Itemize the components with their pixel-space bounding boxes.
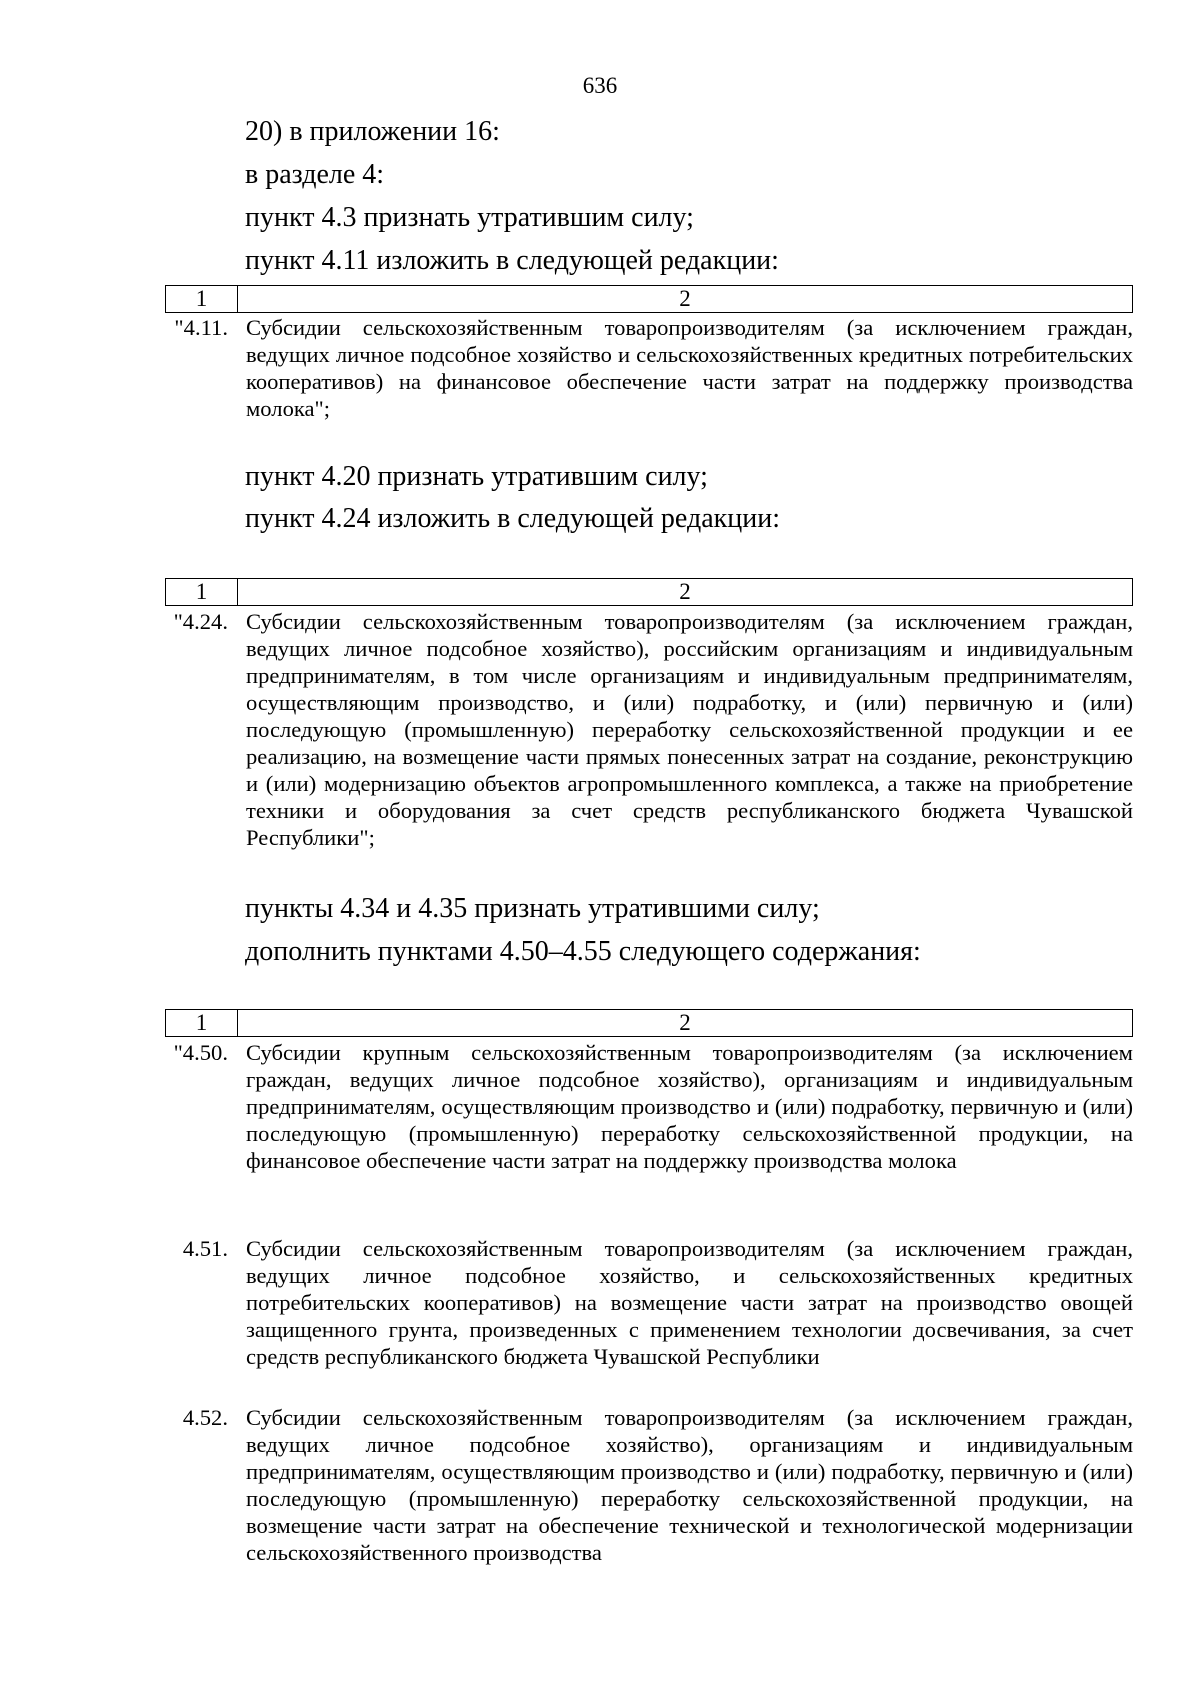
paragraph-item-4-11-intro: пункт 4.11 изложить в следующей редакции: bbox=[245, 245, 779, 276]
table-header-col2: 2 bbox=[679, 1010, 691, 1035]
paragraph-item-4-20: пункт 4.20 признать утратившим силу; bbox=[245, 461, 708, 492]
row-number: "4.50. bbox=[173, 1040, 228, 1065]
paragraph-item-4-3: пункт 4.3 признать утратившим силу; bbox=[245, 202, 694, 233]
paragraph-items-4-50-4-55-intro: дополнить пунктами 4.50–4.55 следующего содержания: bbox=[245, 936, 921, 967]
row-text: Субсидии сельскохозяйственным товаропроизводителям (за исключением граждан, ведущих личное подсобное хозяйство), организациям и индивидуальным предпринимателям, осуществляющим производство и (или) подработку, первичную и (или) последующую (промышленную) переработку сельскохозяйственной продукции, на возмещение части затрат на обеспечение технической и технологической модернизации сельскохозяйственного производства bbox=[246, 1405, 1133, 1565]
row-text: Субсидии сельскохозяйственным товаропроизводителям (за исключением граждан, ведущих личное подсобное хозяйство, и сельскохозяйственных кредитных потребительских кооперативов) на возмещение части затрат на производство овощей защищенного грунта, произведенных с применением технологии досвечивания, за счет средств республиканского бюджета Чувашской Республики bbox=[246, 1236, 1133, 1369]
row-text: Субсидии сельскохозяйственным товаропроизводителям (за исключением граждан, ведущих личное подсобное хозяйство), российским организациям и индивидуальным предпринимателям, в том числе организациям и индивидуальным предпринимателям, осуществляющим производство, и (или) подработку, и (или) первичную и (или) последующую (промышленную) переработку сельскохозяйственной продукции и ее реализацию, на возмещение части прямых понесенных затрат на создание, реконструкцию и (или) модернизацию объектов агропромышленного комплекса, а также на приобретение техники и оборудования за счет средств республиканского бюджета Чувашской Республики"; bbox=[246, 609, 1133, 850]
row-number: 4.51. bbox=[182, 1236, 228, 1261]
table-header-col1: 1 bbox=[166, 579, 238, 605]
table-header-col1: 1 bbox=[166, 286, 238, 312]
paragraph-appendix-16: 20) в приложении 16: bbox=[245, 116, 500, 147]
paragraph-section-4: в разделе 4: bbox=[245, 159, 385, 190]
row-number: "4.11. bbox=[174, 315, 228, 340]
row-number: "4.24. bbox=[173, 609, 228, 634]
table-header-col2: 2 bbox=[679, 286, 691, 311]
table-header-3 bbox=[165, 1009, 1133, 1037]
paragraph-item-4-24-intro: пункт 4.24 изложить в следующей редакции: bbox=[245, 503, 780, 534]
row-text: Субсидии крупным сельскохозяйственным товаропроизводителям (за исключением граждан, ведущих личное подсобное хозяйство), организациям и индивидуальным предпринимателям, осуществляющим производство и (или) подработку, первичную и (или) последующую (промышленную) переработку сельскохозяйственной продукции, на финансовое обеспечение части затрат на поддержку производства молока bbox=[246, 1040, 1133, 1173]
table-header-col1: 1 bbox=[166, 1010, 238, 1036]
page-number: 636 bbox=[582, 73, 618, 98]
table-header-1 bbox=[165, 285, 1133, 313]
row-number: 4.52. bbox=[182, 1405, 228, 1430]
table-header-2 bbox=[165, 578, 1133, 606]
paragraph-items-4-34-4-35: пункты 4.34 и 4.35 признать утратившими силу; bbox=[245, 893, 820, 924]
table-header-col2: 2 bbox=[679, 579, 691, 604]
row-text: Субсидии сельскохозяйственным товаропроизводителям (за исключением граждан, ведущих личное подсобное хозяйство и сельскохозяйственных кредитных потребительских кооперативов) на финансовое обеспечение части затрат на поддержку производства молока"; bbox=[246, 315, 1133, 421]
